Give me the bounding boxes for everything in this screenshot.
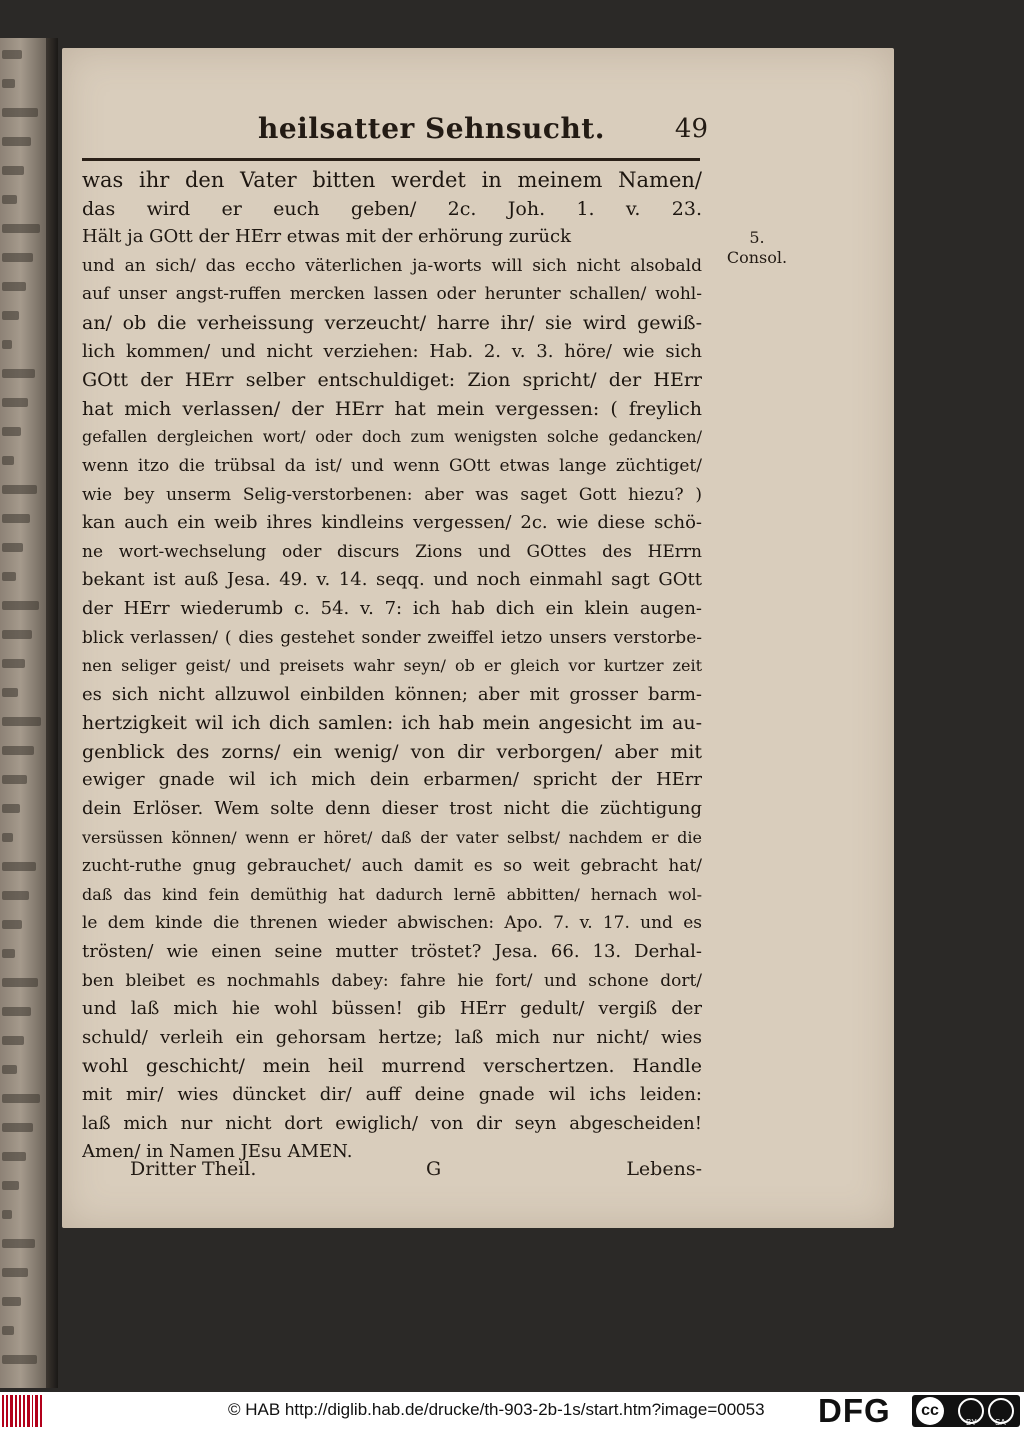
previous-page-fragment <box>2 1268 28 1277</box>
previous-page-fragment <box>2 50 22 59</box>
book-gutter <box>46 38 58 1388</box>
running-title: heilsatter Sehnsucht. <box>258 112 605 145</box>
previous-page-fragment <box>2 514 30 523</box>
previous-page-fragment <box>2 1297 21 1306</box>
previous-page-fragment <box>2 340 12 349</box>
previous-page-fragment <box>2 804 20 813</box>
previous-page-fragment <box>2 688 18 697</box>
previous-page-fragment <box>2 1123 33 1132</box>
previous-page-fragment <box>2 369 35 378</box>
previous-page-fragment <box>2 1036 24 1045</box>
signature-mark: G <box>426 1158 442 1180</box>
margin-note-label: Consol. <box>726 248 788 267</box>
previous-page-fragment <box>2 891 29 900</box>
previous-page-fragment <box>2 1007 31 1016</box>
previous-page-fragment <box>2 137 31 146</box>
text-line: blick verlassen/ ( dies gestehet sonder zweiffel ietzo unsers verstorbe- <box>82 627 702 648</box>
text-line: mit mir/ wies düncket dir/ auff deine gnade wil ichs leiden: <box>82 1084 702 1105</box>
text-line: zucht-ruthe gnug gebrauchet/ auch damit es so weit gebracht hat/ <box>82 856 702 877</box>
text-line: laß mich nur nicht dort ewiglich/ von dir seyn abgescheiden! <box>82 1112 702 1134</box>
catchword: Lebens- <box>626 1158 702 1180</box>
previous-page-fragment <box>2 862 36 871</box>
body-text <box>82 166 702 1167</box>
previous-page-fragment <box>2 427 21 436</box>
previous-page-fragment <box>2 166 24 175</box>
text-line: Amen/ in Namen JEsu AMEN. <box>82 1141 353 1163</box>
page-footer <box>130 1158 702 1188</box>
previous-page-fragment <box>2 659 25 668</box>
previous-page-fragment <box>2 108 38 117</box>
text-line: es sich nicht allzuwol einbilden können; aber mit grosser barm- <box>82 683 702 705</box>
previous-page-fragment <box>2 601 39 610</box>
previous-page-fragment <box>2 1094 40 1103</box>
margin-note <box>722 228 792 268</box>
previous-page-fragment <box>2 978 38 987</box>
previous-page-fragment <box>2 572 16 581</box>
previous-page-fragment <box>2 485 37 494</box>
text-line: daß das kind fein demüthig hat dadurch lernē abbitten/ hernach wol- <box>82 884 702 904</box>
text-line: wie bey unserm Selig-verstorbenen: aber was saget Gott hiezu? ) <box>82 484 702 505</box>
cc-license-badge[interactable] <box>912 1395 1020 1427</box>
previous-page-fragment <box>2 775 27 784</box>
text-line: bekant ist auß Jesa. 49. v. 14. seqq. und noch einmahl sagt GOtt <box>82 569 702 591</box>
text-line: kan auch ein weib ihres kindleins vergessen/ 2c. wie diese schö- <box>82 512 702 534</box>
previous-page-fragment <box>2 398 28 407</box>
previous-page-fragment <box>2 1152 26 1161</box>
previous-page-fragment <box>2 543 23 552</box>
hab-logo <box>2 1395 42 1427</box>
previous-page-fragment <box>2 224 40 233</box>
cc-icon: cc <box>916 1397 944 1425</box>
margin-note-number: 5. <box>749 228 765 247</box>
text-line: wohl geschicht/ mein heil murrend verschertzen. Handle <box>82 1055 702 1078</box>
previous-page-fragment <box>2 833 13 842</box>
text-line: auf unser angst-ruffen mercken lassen oder herunter schallen/ wohl- <box>82 284 702 305</box>
text-line: hat mich verlassen/ der HErr hat mein vergessen: ( freylich <box>82 397 702 420</box>
text-line: der HErr wiederumb c. 54. v. 7: ich hab dich ein klein augen- <box>82 597 702 619</box>
text-line: und laß mich hie wohl büssen! gib HErr gedult/ vergiß der <box>82 998 702 1020</box>
previous-page-fragment <box>2 920 22 929</box>
text-line: wenn itzo die trübsal da ist/ und wenn GOtt etwas lange züchtiget/ <box>82 455 702 476</box>
text-line: ne wort-wechselung oder discurs Zions und GOttes des HErrn <box>82 541 702 562</box>
previous-page-fragment <box>2 746 34 755</box>
page-number: 49 <box>674 114 708 144</box>
previous-page-fragment <box>2 717 41 726</box>
text-line: schuld/ verleih ein gehorsam hertze; laß mich nur nicht/ wies <box>82 1026 702 1048</box>
text-line: nen seliger geist/ und preisets wahr seyn/ ob er gleich vor kurtzer zeit <box>82 656 702 676</box>
previous-page-fragment <box>2 1181 19 1190</box>
previous-page-fragment <box>2 1065 17 1074</box>
text-line: ewiger gnade wil ich mich dein erbarmen/ spricht der HErr <box>82 769 702 791</box>
previous-page-fragment <box>2 282 26 291</box>
dfg-logo: DFG <box>818 1392 891 1429</box>
previous-page-text-fragments <box>0 40 44 1386</box>
text-line: Hält ja GOtt der HErr etwas mit der erhörung zurück <box>82 226 572 248</box>
credit-bar <box>0 1392 1024 1430</box>
footer-part-label: Dritter Theil. <box>130 1158 257 1180</box>
previous-page-fragment <box>2 1210 12 1219</box>
text-line: le dem kinde die threnen wieder abwischen: Apo. 7. v. 17. und es <box>82 913 702 934</box>
previous-page-fragment <box>2 949 15 958</box>
license-label-sa: SA <box>995 1418 1006 1427</box>
header-rule <box>82 158 700 161</box>
previous-page-fragment <box>2 195 17 204</box>
previous-page-fragment <box>2 79 15 88</box>
previous-page-fragment <box>2 630 32 639</box>
previous-page-fragment <box>2 456 14 465</box>
previous-page-fragment <box>2 311 19 320</box>
text-line: gefallen dergleichen wort/ oder doch zum wenigsten solche gedancken/ <box>82 427 702 447</box>
previous-page-fragment <box>2 253 33 262</box>
text-line: an/ ob die verheissung verzeucht/ harre ihr/ sie wird gewiß- <box>82 311 702 334</box>
license-label-by: BY <box>966 1418 977 1427</box>
source-link[interactable]: © HAB http://diglib.hab.de/drucke/th-903-2b-1s/start.htm?image=00053 <box>228 1400 765 1419</box>
previous-page-fragment <box>2 1326 14 1335</box>
text-line: lich kommen/ und nicht verziehen: Hab. 2. v. 3. höre/ wie sich <box>82 340 702 362</box>
previous-page-fragment <box>2 1239 35 1248</box>
text-line: trösten/ wie einen seine mutter tröstet? Jesa. 66. 13. Derhal- <box>82 941 702 963</box>
text-line: genblick des zorns/ ein wenig/ von dir verborgen/ aber mit <box>82 740 702 763</box>
text-line: GOtt der HErr selber entschuldiget: Zion spricht/ der HErr <box>82 369 702 392</box>
text-line: dein Erlöser. Wem solte denn dieser trost nicht die züchtigung <box>82 798 702 820</box>
text-line: und an sich/ das eccho väterlichen ja-worts will sich nicht alsobald <box>82 255 702 276</box>
text-line: was ihr den Vater bitten werdet in meinem Namen/ <box>82 168 702 192</box>
text-line: hertzigkeit wil ich dich samlen: ich hab mein angesicht im au- <box>82 712 702 735</box>
text-line: ben bleibet es nochmahls dabey: fahre hie fort/ und schone dort/ <box>82 970 702 991</box>
page-header <box>258 112 708 156</box>
text-line: versüssen können/ wenn er höret/ daß der vater selbst/ nachdem er die <box>82 827 702 847</box>
previous-page-fragment <box>2 1355 37 1364</box>
text-line: das wird er euch geben/ 2c. Joh. 1. v. 23. <box>82 197 702 220</box>
